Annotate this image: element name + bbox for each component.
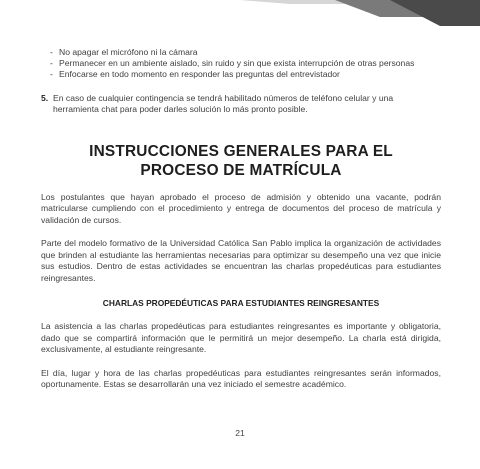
paragraph: Parte del modelo formativo de la Universidad Católica San Pablo implica la organización de actividades que brinden al estudiante las herramientas necesarias para optimizar su desempeño una vez que inicie sus estudios. Dentro de estas actividades se encuentran las charlas propedéuticas para estudiantes reingresantes. <box>41 238 441 283</box>
section-title <box>41 142 441 180</box>
bullet-list <box>41 47 441 81</box>
section-title-line1: INSTRUCCIONES GENERALES PARA EL <box>89 142 393 160</box>
bullet-item: - Enfocarse en todo momento en responder las preguntas del entrevistador <box>41 69 441 80</box>
item-number: 5. <box>41 92 49 103</box>
page-number: 21 <box>235 428 245 438</box>
item-text: En caso de cualquier contingencia se tendrá habilitado números de teléfono celular y una herramienta chat para poder darles solución lo más pronto posible. <box>53 92 394 115</box>
numbered-item <box>41 93 441 116</box>
paragraph: El día, lugar y hora de las charlas propedéuticas para estudiantes reingresantes serán informados, oportunamente. Estas se desarrollarán una vez iniciado el semestre académico. <box>41 367 441 390</box>
page-content <box>41 47 441 391</box>
bullet-item: - Permanecer en un ambiente aislado, sin ruido y sin que exista interrupción de otras personas <box>41 58 441 69</box>
paragraph: La asistencia a las charlas propedéuticas para estudiantes reingresantes es importante y obligatoria, dado que se compartirá información que le permitirá un mejor desempeño. La charla está dirigida, exclusivamente, al estudiante reingresante. <box>41 321 441 355</box>
header-decoration <box>240 0 480 26</box>
paragraph: Los postulantes que hayan aprobado el proceso de admisión y obtenido una vacante, podrán matricularse cumpliendo con el procedimiento y entrega de documentos del proceso de matrícula y validación de cursos. <box>41 191 441 225</box>
section-title-line2: PROCESO DE MATRÍCULA <box>140 161 342 179</box>
subheading: CHARLAS PROPEDÉUTICAS PARA ESTUDIANTES REINGRESANTES <box>102 298 380 309</box>
bullet-item: - No apagar el micrófono ni la cámara <box>41 47 441 58</box>
